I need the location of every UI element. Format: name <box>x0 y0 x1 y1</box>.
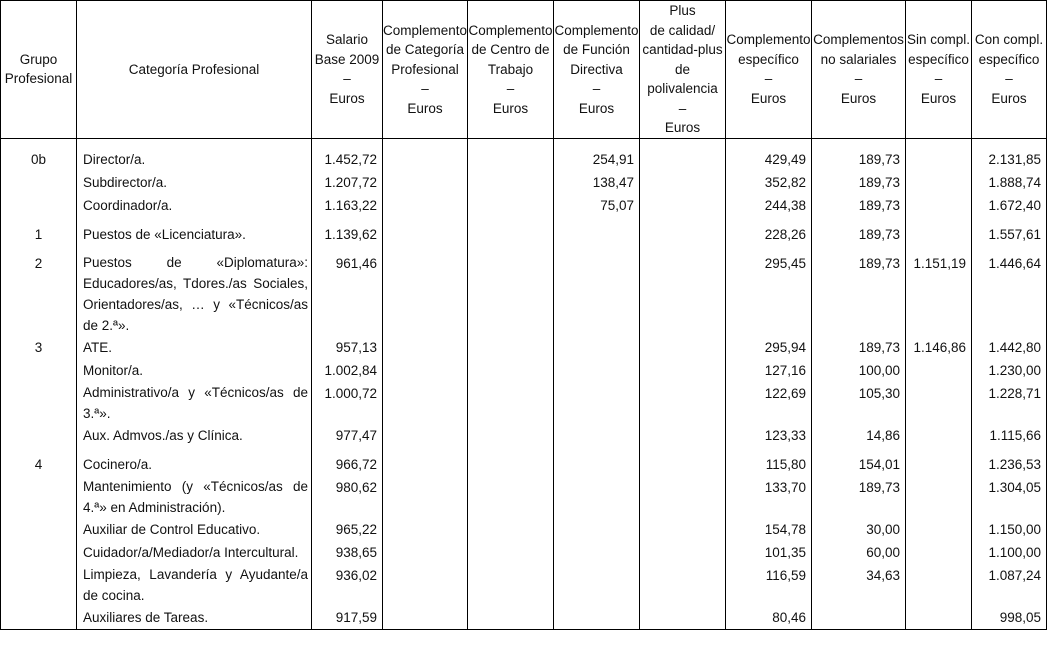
salario-cell: 938,65 <box>312 541 383 564</box>
category-cell: Cocinero/a. <box>77 453 312 476</box>
plus-cell <box>640 518 726 541</box>
no-salariales-cell: 189,73 <box>812 252 906 336</box>
centro-cell <box>468 359 554 382</box>
table-row <box>1 359 1047 382</box>
categoria-cell <box>383 453 468 476</box>
salario-cell: 961,46 <box>312 252 383 336</box>
funcion-cell <box>554 518 640 541</box>
categoria-cell <box>383 564 468 606</box>
centro-cell <box>468 606 554 630</box>
group-cell <box>1 476 77 518</box>
con-compl-cell: 1.442,80 <box>972 336 1047 359</box>
no-salariales-cell: 189,73 <box>812 476 906 518</box>
plus-cell <box>640 359 726 382</box>
header-salario-base: Salario Base 2009 – Euros <box>312 1 383 139</box>
header-con-compl-especifico: Con compl. específico – Euros <box>972 1 1047 139</box>
especifico-cell: 116,59 <box>726 564 812 606</box>
sin-compl-cell: 1.151,19 <box>906 252 972 336</box>
especifico-cell: 123,33 <box>726 424 812 447</box>
salario-cell: 980,62 <box>312 476 383 518</box>
especifico-cell: 295,94 <box>726 336 812 359</box>
category-cell: Aux. Admvos./as y Clínica. <box>77 424 312 447</box>
category-cell: Coordinador/a. <box>77 194 312 217</box>
group-cell <box>1 518 77 541</box>
sin-compl-cell <box>906 453 972 476</box>
no-salariales-cell <box>812 606 906 630</box>
plus-cell <box>640 424 726 447</box>
category-cell: Subdirector/a. <box>77 171 312 194</box>
funcion-cell: 75,07 <box>554 194 640 217</box>
group-cell: 1 <box>1 223 77 246</box>
group-cell: 4 <box>1 453 77 476</box>
categoria-cell <box>383 194 468 217</box>
table-row <box>1 252 1047 336</box>
table-row <box>1 476 1047 518</box>
no-salariales-cell: 189,73 <box>812 171 906 194</box>
plus-cell <box>640 336 726 359</box>
table-row <box>1 518 1047 541</box>
especifico-cell: 122,69 <box>726 382 812 424</box>
no-salariales-cell: 30,00 <box>812 518 906 541</box>
categoria-cell <box>383 359 468 382</box>
table-row <box>1 606 1047 630</box>
categoria-cell <box>383 171 468 194</box>
centro-cell <box>468 476 554 518</box>
categoria-cell <box>383 476 468 518</box>
especifico-cell: 80,46 <box>726 606 812 630</box>
no-salariales-cell: 189,73 <box>812 223 906 246</box>
table-row <box>1 336 1047 359</box>
categoria-cell <box>383 518 468 541</box>
funcion-cell <box>554 541 640 564</box>
centro-cell <box>468 382 554 424</box>
con-compl-cell: 1.304,05 <box>972 476 1047 518</box>
no-salariales-cell: 34,63 <box>812 564 906 606</box>
header-complemento-funcion: Complemento de Función Directiva – Euros <box>554 1 640 139</box>
con-compl-cell: 2.131,85 <box>972 138 1047 171</box>
sin-compl-cell <box>906 606 972 630</box>
especifico-cell: 154,78 <box>726 518 812 541</box>
con-compl-cell: 1.228,71 <box>972 382 1047 424</box>
table-row <box>1 171 1047 194</box>
category-cell: Cuidador/a/Mediador/a Intercultural. <box>77 541 312 564</box>
centro-cell <box>468 138 554 171</box>
sin-compl-cell <box>906 138 972 171</box>
header-grupo-profesional: Grupo Profesional <box>1 1 77 139</box>
especifico-cell: 228,26 <box>726 223 812 246</box>
funcion-cell <box>554 223 640 246</box>
categoria-cell <box>383 138 468 171</box>
header-complemento-categoria: Complemento de Categoría Profesional – Euros <box>383 1 468 139</box>
funcion-cell: 138,47 <box>554 171 640 194</box>
salario-cell: 1.139,62 <box>312 223 383 246</box>
sin-compl-cell <box>906 476 972 518</box>
table-row <box>1 194 1047 217</box>
header-complemento-especifico: Complemento específico – Euros <box>726 1 812 139</box>
funcion-cell <box>554 606 640 630</box>
centro-cell <box>468 424 554 447</box>
salario-cell: 1.207,72 <box>312 171 383 194</box>
categoria-cell <box>383 336 468 359</box>
sin-compl-cell <box>906 171 972 194</box>
group-cell <box>1 424 77 447</box>
group-cell <box>1 541 77 564</box>
sin-compl-cell <box>906 541 972 564</box>
category-cell: Mantenimiento (y «Técnicos/as de 4.ª» en Administración). <box>77 476 312 518</box>
centro-cell <box>468 541 554 564</box>
centro-cell <box>468 564 554 606</box>
no-salariales-cell: 189,73 <box>812 138 906 171</box>
salario-cell: 977,47 <box>312 424 383 447</box>
funcion-cell <box>554 359 640 382</box>
salario-cell: 936,02 <box>312 564 383 606</box>
salario-cell: 965,22 <box>312 518 383 541</box>
centro-cell <box>468 194 554 217</box>
categoria-cell <box>383 606 468 630</box>
no-salariales-cell: 60,00 <box>812 541 906 564</box>
no-salariales-cell: 189,73 <box>812 336 906 359</box>
categoria-cell <box>383 541 468 564</box>
header-categoria-profesional: Categoría Profesional <box>77 1 312 139</box>
salario-cell: 966,72 <box>312 453 383 476</box>
funcion-cell <box>554 336 640 359</box>
group-cell: 2 <box>1 252 77 336</box>
funcion-cell <box>554 252 640 336</box>
table-row <box>1 382 1047 424</box>
salario-cell: 1.163,22 <box>312 194 383 217</box>
group-cell: 0b <box>1 138 77 171</box>
con-compl-cell: 1.236,53 <box>972 453 1047 476</box>
plus-cell <box>640 476 726 518</box>
sin-compl-cell <box>906 424 972 447</box>
group-cell <box>1 194 77 217</box>
centro-cell <box>468 223 554 246</box>
categoria-cell <box>383 424 468 447</box>
group-cell <box>1 359 77 382</box>
no-salariales-cell: 100,00 <box>812 359 906 382</box>
sin-compl-cell <box>906 564 972 606</box>
funcion-cell <box>554 476 640 518</box>
especifico-cell: 352,82 <box>726 171 812 194</box>
centro-cell <box>468 252 554 336</box>
funcion-cell <box>554 564 640 606</box>
funcion-cell: 254,91 <box>554 138 640 171</box>
plus-cell <box>640 453 726 476</box>
con-compl-cell: 1.087,24 <box>972 564 1047 606</box>
table-row <box>1 453 1047 476</box>
no-salariales-cell: 189,73 <box>812 194 906 217</box>
plus-cell <box>640 606 726 630</box>
category-cell: Director/a. <box>77 138 312 171</box>
table-row <box>1 138 1047 171</box>
salario-cell: 1.452,72 <box>312 138 383 171</box>
no-salariales-cell: 154,01 <box>812 453 906 476</box>
group-cell <box>1 171 77 194</box>
plus-cell <box>640 564 726 606</box>
table-row <box>1 424 1047 447</box>
plus-cell <box>640 138 726 171</box>
con-compl-cell: 1.115,66 <box>972 424 1047 447</box>
category-cell: Puestos de «Diplomatura»: Educadores/as, Tdores./as Sociales, Orientadores/as, … y «Técnicos/as de 2.ª». <box>77 252 312 336</box>
category-cell: Monitor/a. <box>77 359 312 382</box>
funcion-cell <box>554 424 640 447</box>
sin-compl-cell: 1.146,86 <box>906 336 972 359</box>
salario-cell: 917,59 <box>312 606 383 630</box>
con-compl-cell: 1.888,74 <box>972 171 1047 194</box>
plus-cell <box>640 223 726 246</box>
con-compl-cell: 1.446,64 <box>972 252 1047 336</box>
category-cell: Puestos de «Licenciatura». <box>77 223 312 246</box>
con-compl-cell: 998,05 <box>972 606 1047 630</box>
no-salariales-cell: 14,86 <box>812 424 906 447</box>
sin-compl-cell <box>906 382 972 424</box>
sin-compl-cell <box>906 194 972 217</box>
group-cell: 3 <box>1 336 77 359</box>
con-compl-cell: 1.150,00 <box>972 518 1047 541</box>
category-cell: Administrativo/a y «Técnicos/as de 3.ª». <box>77 382 312 424</box>
especifico-cell: 127,16 <box>726 359 812 382</box>
group-cell <box>1 564 77 606</box>
header-complemento-centro: Complemento de Centro de Trabajo – Euros <box>468 1 554 139</box>
funcion-cell <box>554 382 640 424</box>
plus-cell <box>640 382 726 424</box>
category-cell: Limpieza, Lavandería y Ayudante/a de cocina. <box>77 564 312 606</box>
con-compl-cell: 1.672,40 <box>972 194 1047 217</box>
especifico-cell: 295,45 <box>726 252 812 336</box>
plus-cell <box>640 541 726 564</box>
centro-cell <box>468 171 554 194</box>
table-row <box>1 223 1047 246</box>
plus-cell <box>640 252 726 336</box>
plus-cell <box>640 171 726 194</box>
table-row <box>1 541 1047 564</box>
group-cell <box>1 606 77 630</box>
funcion-cell <box>554 453 640 476</box>
category-cell: ATE. <box>77 336 312 359</box>
categoria-cell <box>383 252 468 336</box>
header-sin-compl-especifico: Sin compl. específico – Euros <box>906 1 972 139</box>
centro-cell <box>468 518 554 541</box>
sin-compl-cell <box>906 223 972 246</box>
no-salariales-cell: 105,30 <box>812 382 906 424</box>
especifico-cell: 244,38 <box>726 194 812 217</box>
especifico-cell: 101,35 <box>726 541 812 564</box>
plus-cell <box>640 194 726 217</box>
centro-cell <box>468 336 554 359</box>
especifico-cell: 133,70 <box>726 476 812 518</box>
table-row <box>1 564 1047 606</box>
category-cell: Auxiliares de Tareas. <box>77 606 312 630</box>
salario-cell: 1.000,72 <box>312 382 383 424</box>
salario-cell: 957,13 <box>312 336 383 359</box>
con-compl-cell: 1.557,61 <box>972 223 1047 246</box>
sin-compl-cell <box>906 518 972 541</box>
sin-compl-cell <box>906 359 972 382</box>
header-row <box>1 1 1047 139</box>
especifico-cell: 115,80 <box>726 453 812 476</box>
category-cell: Auxiliar de Control Educativo. <box>77 518 312 541</box>
header-plus-calidad: Plus de calidad/ cantidad-plus de polivalencia – Euros <box>640 1 726 139</box>
con-compl-cell: 1.230,00 <box>972 359 1047 382</box>
header-complementos-no-salariales: Complementos no salariales – Euros <box>812 1 906 139</box>
salario-cell: 1.002,84 <box>312 359 383 382</box>
categoria-cell <box>383 382 468 424</box>
categoria-cell <box>383 223 468 246</box>
con-compl-cell: 1.100,00 <box>972 541 1047 564</box>
centro-cell <box>468 453 554 476</box>
especifico-cell: 429,49 <box>726 138 812 171</box>
group-cell <box>1 382 77 424</box>
